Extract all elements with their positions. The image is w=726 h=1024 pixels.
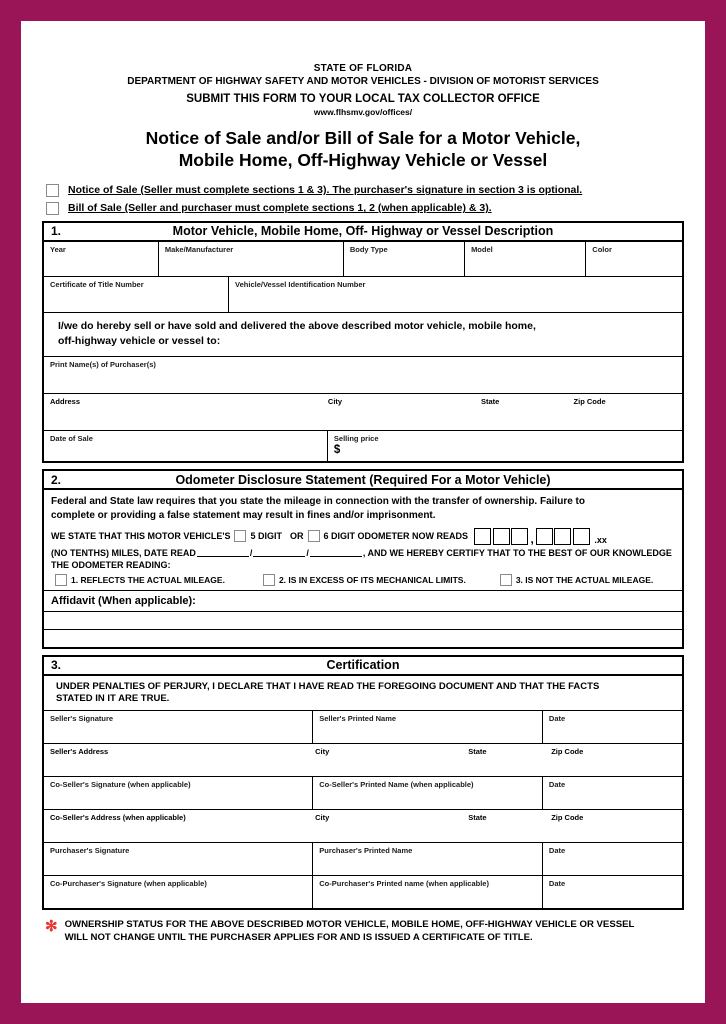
field-title-number-label: Certificate of Title Number xyxy=(50,279,144,289)
or-label: OR xyxy=(290,531,304,542)
field-color-label: Color xyxy=(592,244,612,254)
field-purchaser-date[interactable] xyxy=(543,843,682,875)
field-co-seller-address[interactable] xyxy=(44,810,682,842)
odometer-decimal-suffix: .xx xyxy=(594,534,607,545)
field-seller-printed-name[interactable] xyxy=(313,711,543,743)
odometer-notice-line1: Federal and State law requires that you state the mileage in connection with the transfer of ownership. Failure to xyxy=(51,496,585,508)
field-model[interactable] xyxy=(465,242,586,276)
field-year[interactable] xyxy=(44,242,159,276)
table-row[interactable] xyxy=(44,810,682,843)
sell-statement xyxy=(44,313,546,356)
field-co-purchaser-date-label: Date xyxy=(548,879,566,889)
field-seller-city-label: City xyxy=(315,747,330,757)
vehicle-description-row xyxy=(44,242,682,277)
field-co-seller-printed-name[interactable] xyxy=(313,777,543,809)
field-co-seller-state-label: State xyxy=(468,813,487,823)
field-purchaser-names-label: Print Name(s) of Purchaser(s) xyxy=(50,360,156,370)
option-bill-of-sale[interactable] xyxy=(46,202,684,215)
date-slash-1: / xyxy=(249,547,253,558)
sell-statement-line1: I/we do hereby sell or have sold and delivered the above described motor vehicle, mobile home, xyxy=(58,319,536,332)
odometer-digit-boxes xyxy=(474,528,607,545)
odometer-digit-box-1[interactable] xyxy=(474,528,491,545)
sell-statement-row xyxy=(44,313,682,357)
field-purchaser-signature[interactable] xyxy=(44,843,313,875)
affidavit-label-row xyxy=(44,590,682,612)
option-bill-of-sale-label: Bill of Sale (Seller and purchaser must complete sections 1, 2 (when applicable) & 3). xyxy=(68,202,492,215)
perjury-statement xyxy=(44,676,682,711)
field-year-label: Year xyxy=(50,244,66,254)
section-1-header xyxy=(42,221,684,242)
field-color[interactable] xyxy=(586,242,682,276)
odometer-date-prefix: (NO TENTHS) MILES, DATE READ xyxy=(51,547,196,558)
page-title-line1: Notice of Sale and/or Bill of Sale for a Motor Vehicle, xyxy=(145,128,581,148)
section-2-header xyxy=(42,469,684,490)
field-co-seller-signature-label: Co-Seller's Signature (when applicable) xyxy=(50,780,191,790)
checkbox-notice-of-sale[interactable] xyxy=(46,184,59,197)
odometer-option-2[interactable] xyxy=(259,574,466,586)
odometer-reading-line xyxy=(51,528,675,545)
option-notice-of-sale[interactable] xyxy=(46,184,684,197)
date-month-input[interactable] xyxy=(197,548,249,557)
ownership-status-line2: WILL NOT CHANGE UNTIL THE PURCHASER APPLIES FOR AND IS ISSUED A CERTIFICATE OF TITLE. xyxy=(64,932,533,944)
field-co-purchaser-signature[interactable] xyxy=(44,876,313,908)
odometer-notice-row xyxy=(44,490,682,589)
field-seller-address[interactable] xyxy=(44,744,682,776)
odometer-entry-block xyxy=(44,527,682,590)
field-vin[interactable] xyxy=(229,277,682,312)
perjury-statement-row xyxy=(44,676,682,712)
field-purchaser-printed-name[interactable] xyxy=(313,843,543,875)
field-co-seller-address-label: Co-Seller's Address (when applicable) xyxy=(50,813,186,823)
affidavit-label: Affidavit (When applicable): xyxy=(51,594,196,607)
field-co-seller-printed-name-label: Co-Seller's Printed Name (when applicable) xyxy=(319,780,474,790)
asterisk-icon: ✻ xyxy=(45,918,58,936)
odometer-reading-intro-text: THE ODOMETER READING: xyxy=(51,559,171,570)
page-title xyxy=(42,127,684,172)
form-page xyxy=(21,21,705,1003)
field-seller-signature[interactable] xyxy=(44,711,313,743)
section-2-number: 2. xyxy=(51,472,62,487)
date-year-input[interactable] xyxy=(310,548,362,557)
odometer-option-2-label: 2. IS IN EXCESS OF ITS MECHANICAL LIMITS. xyxy=(278,574,466,585)
document-header xyxy=(42,63,684,117)
option-notice-of-sale-label: Notice of Sale (Seller must complete sections 1 & 3). The purchaser's signature in section 3 is optional. xyxy=(68,184,583,197)
agency-website-url[interactable]: www.flhsmv.gov/offices/ xyxy=(313,107,413,117)
field-seller-date-label: Date xyxy=(548,714,566,724)
field-body-type-label: Body Type xyxy=(349,244,388,254)
purchaser-address-cell[interactable] xyxy=(44,394,682,430)
field-purchaser-date-label: Date xyxy=(548,846,566,856)
section-2-title: Odometer Disclosure Statement (Required For a Motor Vehicle) xyxy=(175,472,551,487)
checkbox-not-actual-mileage[interactable] xyxy=(500,574,512,586)
checkbox-6-digit[interactable] xyxy=(308,530,320,542)
title-vin-row xyxy=(44,277,682,313)
field-co-purchaser-printed-name[interactable] xyxy=(313,876,543,908)
submit-instruction-line: SUBMIT THIS FORM TO YOUR LOCAL TAX COLLECTOR OFFICE xyxy=(186,93,540,105)
field-seller-state-label: State xyxy=(468,747,487,757)
odometer-digit-box-5[interactable] xyxy=(554,528,571,545)
section-3-number: 3. xyxy=(51,658,62,673)
perjury-line2: STATED IN IT ARE TRUE. xyxy=(56,693,170,705)
section-3-title: Certification xyxy=(326,658,400,673)
field-make-label: Make/Manufacturer xyxy=(164,244,234,254)
field-state-label: State xyxy=(481,397,500,407)
odometer-condition-options xyxy=(51,574,675,586)
field-vin-label: Vehicle/Vessel Identification Number xyxy=(235,279,366,289)
field-date-of-sale[interactable] xyxy=(44,431,328,461)
odometer-option-3-label: 3. IS NOT THE ACTUAL MILEAGE. xyxy=(515,574,654,585)
odometer-digit-box-6[interactable] xyxy=(573,528,590,545)
field-certificate-of-title-number[interactable] xyxy=(44,277,229,312)
odometer-option-1[interactable] xyxy=(51,574,225,586)
affidavit-blank-row-1[interactable] xyxy=(44,612,682,630)
checkbox-bill-of-sale[interactable] xyxy=(46,202,59,215)
section-2-body xyxy=(42,490,684,648)
five-digit-label: 5 DIGIT xyxy=(250,531,282,542)
field-make-manufacturer[interactable] xyxy=(159,242,344,276)
page-title-line2: Mobile Home, Off-Highway Vehicle or Vessel xyxy=(178,150,548,171)
table-row xyxy=(44,777,682,810)
table-row xyxy=(44,843,682,876)
section-3 xyxy=(42,655,684,911)
field-body-type[interactable] xyxy=(344,242,465,276)
six-digit-label: 6 DIGIT ODOMETER NOW READS xyxy=(323,531,469,542)
field-co-seller-date[interactable] xyxy=(543,777,682,809)
field-model-label: Model xyxy=(471,244,493,254)
field-selling-price-label: Selling price xyxy=(333,434,379,444)
odometer-option-3[interactable] xyxy=(496,574,653,586)
section-1-title: Motor Vehicle, Mobile Home, Off- Highway or Vessel Description xyxy=(172,224,554,239)
odometer-digit-box-4[interactable] xyxy=(536,528,553,545)
affidavit-input-1[interactable] xyxy=(44,612,682,629)
table-row xyxy=(44,711,682,744)
field-co-purchaser-signature-label: Co-Purchaser's Signature (when applicable) xyxy=(50,879,207,889)
section-1 xyxy=(42,221,684,463)
date-price-row xyxy=(44,431,682,461)
odometer-comma: , xyxy=(530,531,534,546)
field-purchaser-printed-name-label: Purchaser's Printed Name xyxy=(319,846,413,856)
field-seller-zip-label: Zip Code xyxy=(551,747,584,757)
currency-symbol: $ xyxy=(333,444,341,457)
ownership-status-notice xyxy=(42,919,684,945)
checkbox-excess-mechanical-limits[interactable] xyxy=(263,574,275,586)
table-row[interactable] xyxy=(44,744,682,777)
odometer-reading-intro xyxy=(51,560,675,570)
field-co-purchaser-printed-name-label: Co-Purchaser's Printed name (when applicable) xyxy=(319,879,489,889)
field-co-purchaser-date[interactable] xyxy=(543,876,682,908)
field-co-seller-zip-label: Zip Code xyxy=(551,813,584,823)
field-date-of-sale-label: Date of Sale xyxy=(50,434,93,444)
ownership-status-line1: OWNERSHIP STATUS FOR THE ABOVE DESCRIBED MOTOR VEHICLE, MOBILE HOME, OFF-HIGHWAY VEHICLE OR VESSEL xyxy=(64,919,635,931)
table-row xyxy=(44,876,682,908)
section-3-body xyxy=(42,676,684,911)
odometer-notice xyxy=(44,490,682,526)
section-2 xyxy=(42,469,684,648)
field-city-label: City xyxy=(327,397,343,407)
form-type-options xyxy=(42,184,684,215)
field-co-seller-signature[interactable] xyxy=(44,777,313,809)
ownership-status-text xyxy=(65,919,635,945)
odometer-digit-box-3[interactable] xyxy=(511,528,528,545)
odometer-date-line xyxy=(51,548,675,558)
odometer-date-suffix: , AND WE HEREBY CERTIFY THAT TO THE BEST OF OUR KNOWLEDGE xyxy=(362,547,672,558)
purchaser-name-row xyxy=(44,357,682,394)
checkbox-5-digit[interactable] xyxy=(234,530,246,542)
odometer-notice-line2: complete or providing a false statement may result in fines and/or imprisonment. xyxy=(51,510,436,522)
field-zip-label: Zip Code xyxy=(573,397,606,407)
field-selling-price[interactable] xyxy=(328,431,682,461)
agency-state-line: STATE OF FLORIDA xyxy=(313,63,413,74)
field-purchaser-signature-label: Purchaser's Signature xyxy=(50,846,130,856)
field-co-seller-date-label: Date xyxy=(548,780,566,790)
agency-department-line: DEPARTMENT OF HIGHWAY SAFETY AND MOTOR VEHICLES - DIVISION OF MOTORIST SERVICES xyxy=(127,76,599,87)
field-co-seller-city-label: City xyxy=(315,813,330,823)
field-purchaser-names[interactable] xyxy=(44,357,682,393)
odometer-digit-box-2[interactable] xyxy=(493,528,510,545)
field-seller-address-label: Seller's Address xyxy=(50,747,109,757)
field-seller-signature-label: Seller's Signature xyxy=(50,714,114,724)
date-day-input[interactable] xyxy=(253,548,305,557)
section-1-number: 1. xyxy=(51,224,62,239)
section-1-body xyxy=(42,242,684,463)
date-slash-2: / xyxy=(306,547,309,558)
sell-statement-line2: off-highway vehicle or vessel to: xyxy=(58,335,221,347)
odometer-option-1-label: 1. REFLECTS THE ACTUAL MILEAGE. xyxy=(71,574,225,585)
field-seller-printed-name-label: Seller's Printed Name xyxy=(319,714,397,724)
section-3-header xyxy=(42,655,684,676)
purchaser-address-row[interactable] xyxy=(44,394,682,431)
field-address-label: Address xyxy=(50,397,81,407)
affidavit-blank-row-2[interactable] xyxy=(44,630,682,647)
perjury-line1: UNDER PENALTIES OF PERJURY, I DECLARE THAT I HAVE READ THE FOREGOING DOCUMENT AND THAT THE FACTS xyxy=(56,680,600,692)
affidavit-input-2[interactable] xyxy=(44,630,682,647)
checkbox-actual-mileage[interactable] xyxy=(55,574,67,586)
odometer-statement-prefix: WE STATE THAT THIS MOTOR VEHICLE'S xyxy=(51,531,231,542)
field-seller-date[interactable] xyxy=(543,711,682,743)
